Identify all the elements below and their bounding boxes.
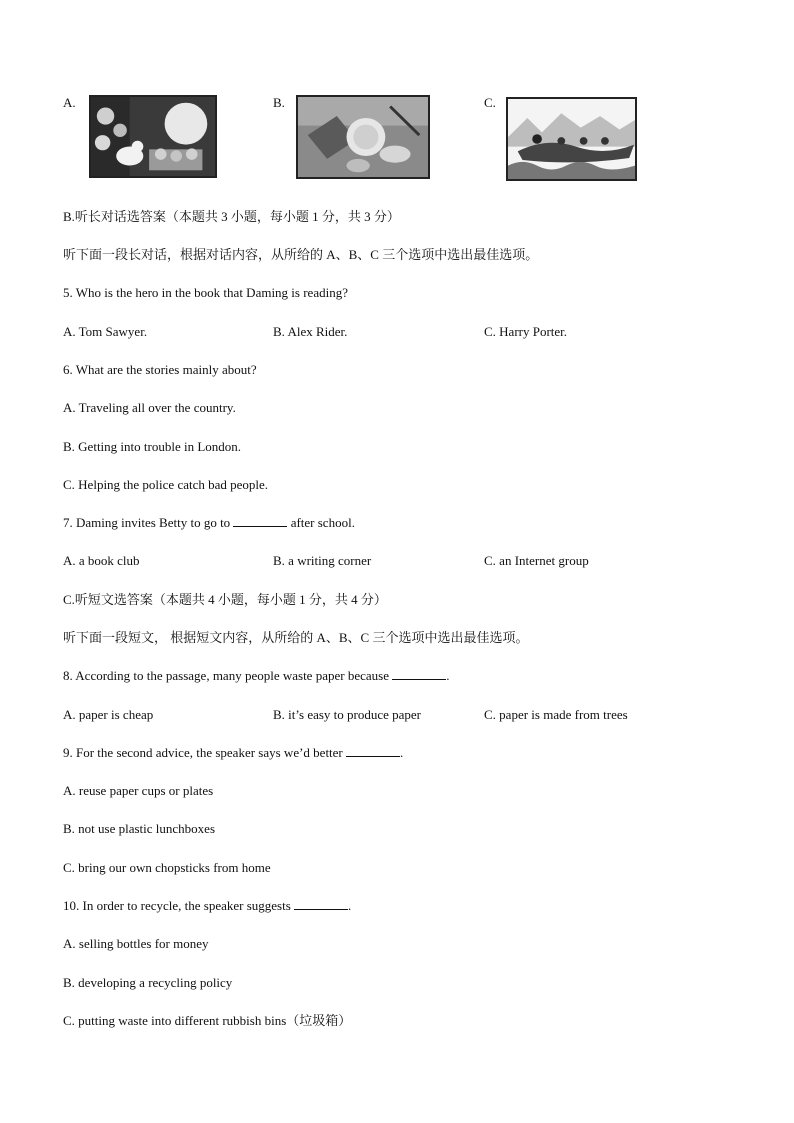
question-9	[63, 745, 403, 761]
question-8-text-after: .	[446, 668, 450, 683]
q5-option-b[interactable]: B. Alex Rider.	[273, 324, 348, 339]
q5-option-c[interactable]: C. Harry Porter.	[484, 324, 568, 339]
answer-blank	[346, 745, 400, 757]
q9-option-a[interactable]: A. reuse paper cups or plates	[63, 783, 214, 798]
question-10-text-before: 10. In order to recycle, the speaker suggests	[63, 898, 291, 913]
q7-option-b[interactable]: B. a writing corner	[273, 553, 372, 568]
question-10	[63, 898, 351, 914]
question-7-text-before: 7. Daming invites Betty to go to	[63, 515, 231, 530]
q8-option-c[interactable]: C. paper is made from trees	[484, 707, 628, 722]
q6-option-c[interactable]: C. Helping the police catch bad people.	[63, 477, 269, 492]
dumplings-image	[296, 95, 430, 179]
section-c-heading: C.听短文选答案（本题共 4 小题，每小题 1 分，共 4 分）	[63, 592, 387, 607]
q9-option-c[interactable]: C. bring our own chopsticks from home	[63, 860, 271, 875]
section-b-instruction: 听下面一段长对话，根据对话内容，从所给的 A、B、C 三个选项中选出最佳选项。	[63, 247, 539, 262]
question-8	[63, 668, 449, 684]
question-7	[63, 515, 355, 531]
q10-option-a[interactable]: A. selling bottles for money	[63, 936, 209, 951]
q10-option-c[interactable]: C. putting waste into different rubbish bins（垃圾箱）	[63, 1013, 352, 1028]
section-b-heading: B.听长对话选答案（本题共 3 小题，每小题 1 分，共 3 分）	[63, 209, 400, 224]
q10-option-b[interactable]: B. developing a recycling policy	[63, 975, 233, 990]
answer-blank	[233, 515, 287, 527]
q5-option-a[interactable]: A. Tom Sawyer.	[63, 324, 148, 339]
question-6: 6. What are the stories mainly about?	[63, 362, 257, 377]
answer-blank	[392, 668, 446, 680]
q8-option-a[interactable]: A. paper is cheap	[63, 707, 154, 722]
q6-option-b[interactable]: B. Getting into trouble in London.	[63, 439, 242, 454]
q7-option-c[interactable]: C. an Internet group	[484, 553, 589, 568]
section-c-instruction: 听下面一段短文， 根据短文内容，从所给的 A、B、C 三个选项中选出最佳选项。	[63, 630, 529, 645]
q8-option-b[interactable]: B. it’s easy to produce paper	[273, 707, 422, 722]
question-9-text-before: 9. For the second advice, the speaker says we’d better	[63, 745, 343, 760]
q6-option-a[interactable]: A. Traveling all over the country.	[63, 400, 236, 415]
picture-b-label: B.	[273, 95, 285, 110]
question-10-text-after: .	[348, 898, 352, 913]
picture-c-label: C.	[484, 95, 496, 110]
question-5: 5. Who is the hero in the book that Daming is reading?	[63, 285, 348, 300]
picture-a-label: A.	[63, 95, 76, 110]
question-9-text-after: .	[400, 745, 404, 760]
dragon-boat-image	[506, 97, 637, 181]
mid-autumn-rabbit-mooncake-image	[89, 95, 217, 178]
question-8-text-before: 8. According to the passage, many people waste paper because	[63, 668, 389, 683]
question-7-text-after: after school.	[290, 515, 355, 530]
answer-blank	[294, 898, 348, 910]
q7-option-a[interactable]: A. a book club	[63, 553, 140, 568]
q9-option-b[interactable]: B. not use plastic lunchboxes	[63, 821, 216, 836]
